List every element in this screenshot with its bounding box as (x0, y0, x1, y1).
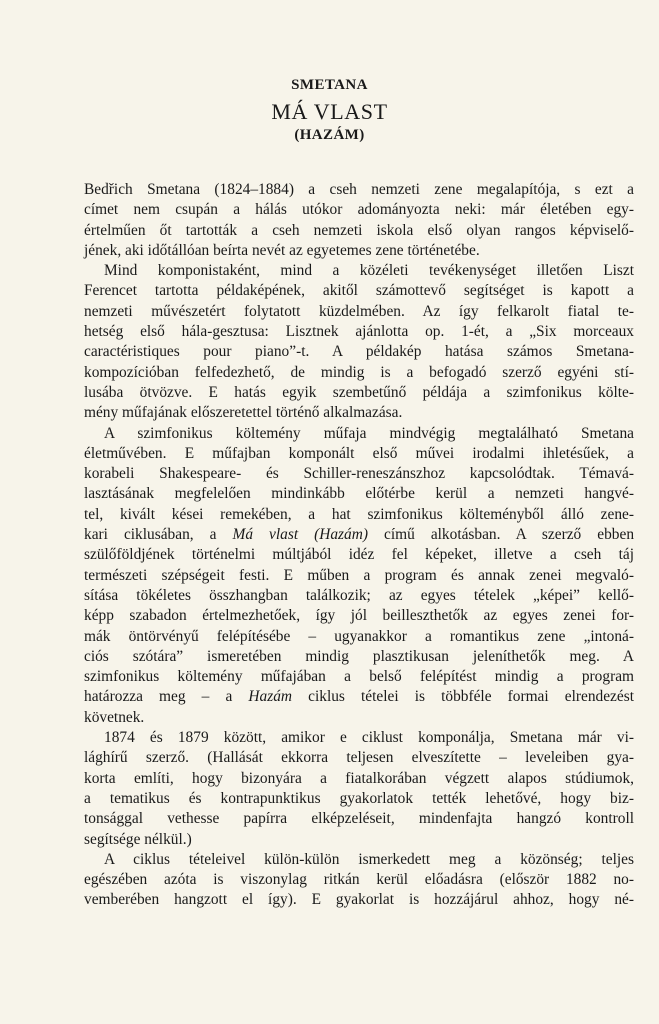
text-line: egészében azóta is viszonylag ritkán kerül előadásra (először 1882 no- (84, 871, 634, 889)
text-line: mák öntörvényű felépítésébe – ugyanakkor a romantikus zene „intoná- (84, 627, 634, 645)
text-line: tel, kivált kései remekében, a hat szimfonikus költeményből álló zene- (84, 505, 634, 523)
work-subtitle: (HAZÁM) (294, 127, 365, 143)
text-line: képp szabadon értelmezhetőek, így jól beilleszthetők az egyes zenei for- (84, 607, 634, 625)
text-segment: határozza meg – a (84, 688, 249, 706)
text-line: A ciklus tételeivel külön-külön ismerkedett meg a közönség; teljes (104, 850, 634, 868)
text-line: A szimfonikus költemény műfaja mindvégig megtalálható Smetana (104, 424, 634, 442)
text-line: vemberében hangzott el így). E gyakorlat is hozzájárul ahhoz, hogy né- (84, 891, 634, 909)
text-line: lasztásának megfelelően mindinkább előtérbe kerül a nemzeti hangvé- (84, 485, 634, 503)
text-line: tonsággal vethesse papírra elképzeléseit, mindenfajta hangzó kontroll (84, 810, 634, 828)
text-line: mény műfajának előszeretettel történő alkalmazása. (84, 404, 403, 422)
text-segment: ciklus tételei is többféle formai elrendezést (292, 688, 634, 706)
work-title: MÁ VLAST (271, 99, 388, 124)
text-line: sítása tökéletes összhangban találkozik; az egyes tételek „képei” kellő- (84, 586, 634, 604)
text-line: életművében. E műfajban komponált első művei irodalmi ihletésűek, a (84, 444, 634, 462)
text-line: korabeli Shakespeare- és Schiller-reneszánszhoz kapcsolódtak. Témavá- (84, 465, 634, 483)
text-line (84, 687, 634, 707)
text-line: jének, aki időtállóan beírta nevét az egyetemes zene történetébe. (84, 241, 480, 259)
text-line: segítsége nélkül.) (84, 830, 192, 848)
body-text (84, 180, 634, 911)
text-line: szimfonikus költemény műfajában a belső felépítést mindig a program (84, 668, 634, 686)
work-title-italic: Má vlast (Hazám) (232, 526, 368, 544)
text-line: 1874 és 1879 között, amikor e ciklust komponálja, Smetana már vi- (104, 729, 634, 747)
text-line: lághírű szerző. (Hallását ekkorra teljesen elveszítette – leveleiben gya- (84, 749, 634, 767)
text-line: természeti szépségeit festi. E műben a program és annak zenei megvaló- (84, 566, 634, 584)
work-title-italic: Hazám (248, 688, 293, 706)
text-line: nemzeti művészetért folytatott küzdelmében. Az így felkarolt fiatal te- (84, 302, 634, 320)
text-line: hetség első hála-gesztusa: Lisztnek ajánlotta op. 1-ét, a „Six morceaux (84, 323, 634, 341)
text-segment: című alkotásban. A szerző ebben (368, 526, 635, 544)
text-line: ciós szótára” ismeretében mindig plasztikusan jeleníthetők meg. A (84, 647, 634, 665)
text-line: szülőföldjének történelmi múltjából idéz fel képeket, illetve a cseh táj (84, 546, 634, 564)
text-line: korta említi, hogy bizonyára a fiatalkorában végzett alapos stúdiumok, (84, 769, 634, 787)
composer-heading: SMETANA (291, 77, 368, 93)
text-line: értelműen őt tartották a cseh nemzeti iskola első olyan rangos képviselő- (84, 221, 634, 239)
text-line: kompozícióban felfedezhető, de mindig is a befogadó szerző egyéni stí- (84, 363, 634, 381)
text-line: Mind komponistaként, mind a közéleti tevékenységet illetően Liszt (104, 262, 634, 280)
text-line (84, 525, 634, 545)
text-line: caractéristiques pour piano”-t. A példakép hatása számos Smetana- (84, 343, 634, 361)
text-line: lusába ötvözve. E hatás egyik szembetűnő példája a szimfonikus költe- (84, 383, 634, 401)
text-line: címet nem csupán a hálás utókor adományozta neki: már életében egy- (84, 201, 634, 219)
text-line: követnek. (84, 708, 145, 726)
text-line: a tematikus és kontrapunktikus gyakorlatok tették lehetővé, hogy biz- (84, 789, 634, 807)
text-line: Bedřich Smetana (1824–1884) a cseh nemzeti zene megalapítója, s ezt a (84, 181, 634, 198)
text-segment: kari ciklusában, a (84, 526, 233, 544)
text-line: Ferencet tartotta példaképének, akitől számottevő segítséget is kapott a (84, 282, 634, 300)
